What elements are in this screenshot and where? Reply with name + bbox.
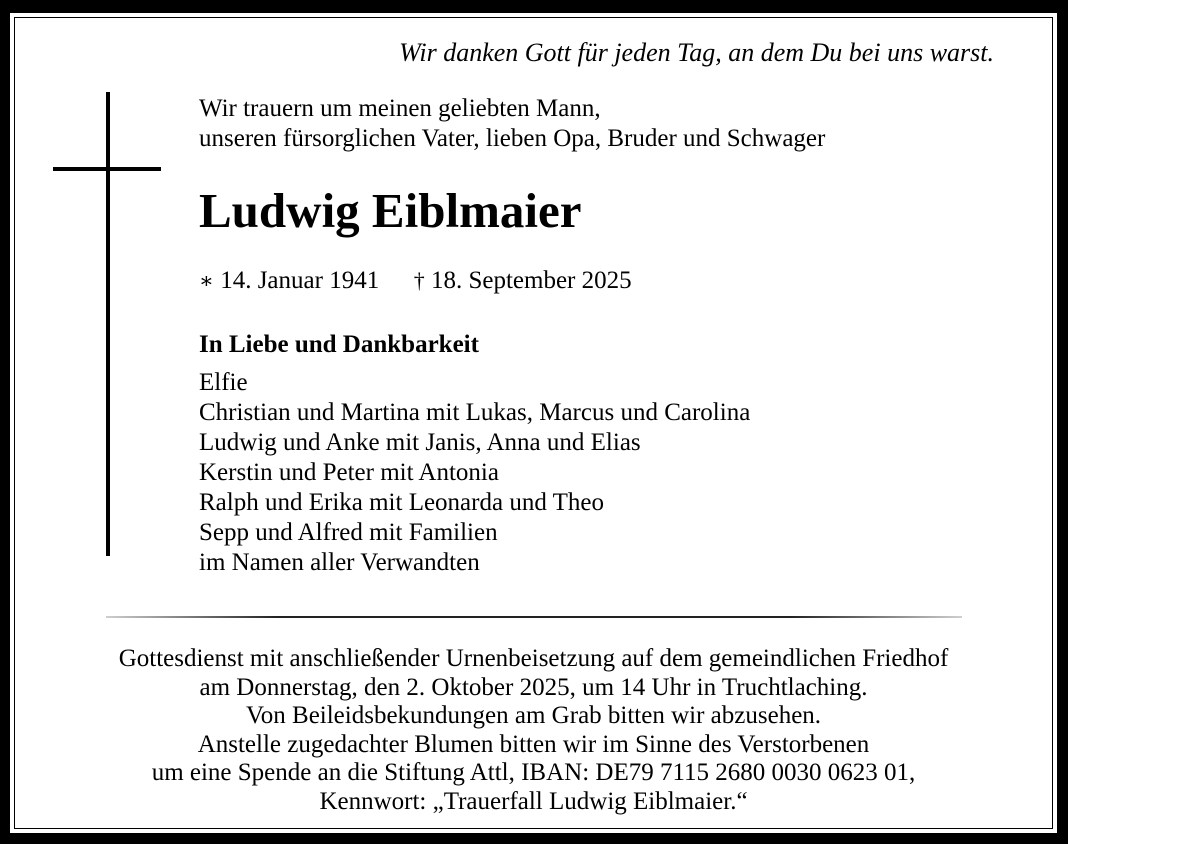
- cross-icon-vertical: [106, 92, 110, 556]
- mourner-line: Kerstin und Peter mit Antonia: [199, 459, 499, 486]
- section-divider: [106, 616, 962, 618]
- mourner-line: Ludwig und Anke mit Janis, Anna und Elias: [199, 429, 641, 456]
- deceased-name: Ludwig Eiblmaier: [199, 183, 582, 238]
- intro-line: unseren fürsorglichen Vater, lieben Opa, Bruder und Schwager: [199, 125, 826, 152]
- mourner-line: Elfie: [199, 369, 248, 396]
- thanks-heading: In Liebe und Dankbarkeit: [199, 331, 479, 358]
- service-line: Anstelle zugedachter Blumen bitten wir im Sinne des Verstorbenen: [197, 730, 870, 758]
- birth-date: 14. Januar 1941: [220, 267, 380, 294]
- intro-text: [199, 94, 825, 154]
- cross-icon-horizontal: [53, 167, 161, 171]
- death-cross-icon: †: [413, 268, 425, 293]
- mourner-line: Ralph und Erika mit Leonarda und Theo: [199, 489, 604, 516]
- service-line: am Donnerstag, den 2. Oktober 2025, um 14 Uhr in Truchtlaching.: [199, 673, 868, 701]
- notice-inner-panel: [10, 13, 1057, 833]
- motto-quote: Wir danken Gott für jeden Tag, an dem Du bei uns warst.: [399, 38, 994, 67]
- service-line: Kennwort: „Trauerfall Ludwig Eiblmaier.“: [319, 787, 748, 815]
- mourner-line: im Namen aller Verwandten: [199, 549, 480, 576]
- birth-star-icon: ∗: [199, 268, 214, 293]
- service-line: um eine Spende an die Stiftung Attl, IBAN: DE79 7115 2680 0030 0623 01,: [151, 759, 916, 786]
- death-date: 18. September 2025: [430, 267, 632, 294]
- service-line: Von Beileidsbekundungen am Grab bitten wir abzusehen.: [245, 702, 822, 729]
- mourners-list: [199, 368, 750, 578]
- life-dates: [199, 265, 632, 297]
- service-information: [10, 645, 1057, 816]
- mourner-line: Christian und Martina mit Lukas, Marcus und Carolina: [199, 399, 751, 426]
- intro-line: Wir trauern um meinen geliebten Mann,: [199, 95, 601, 122]
- mourner-line: Sepp und Alfred mit Familien: [199, 519, 498, 546]
- service-line: Gottesdienst mit anschließender Urnenbeisetzung auf dem gemeindlichen Friedhof: [118, 645, 949, 672]
